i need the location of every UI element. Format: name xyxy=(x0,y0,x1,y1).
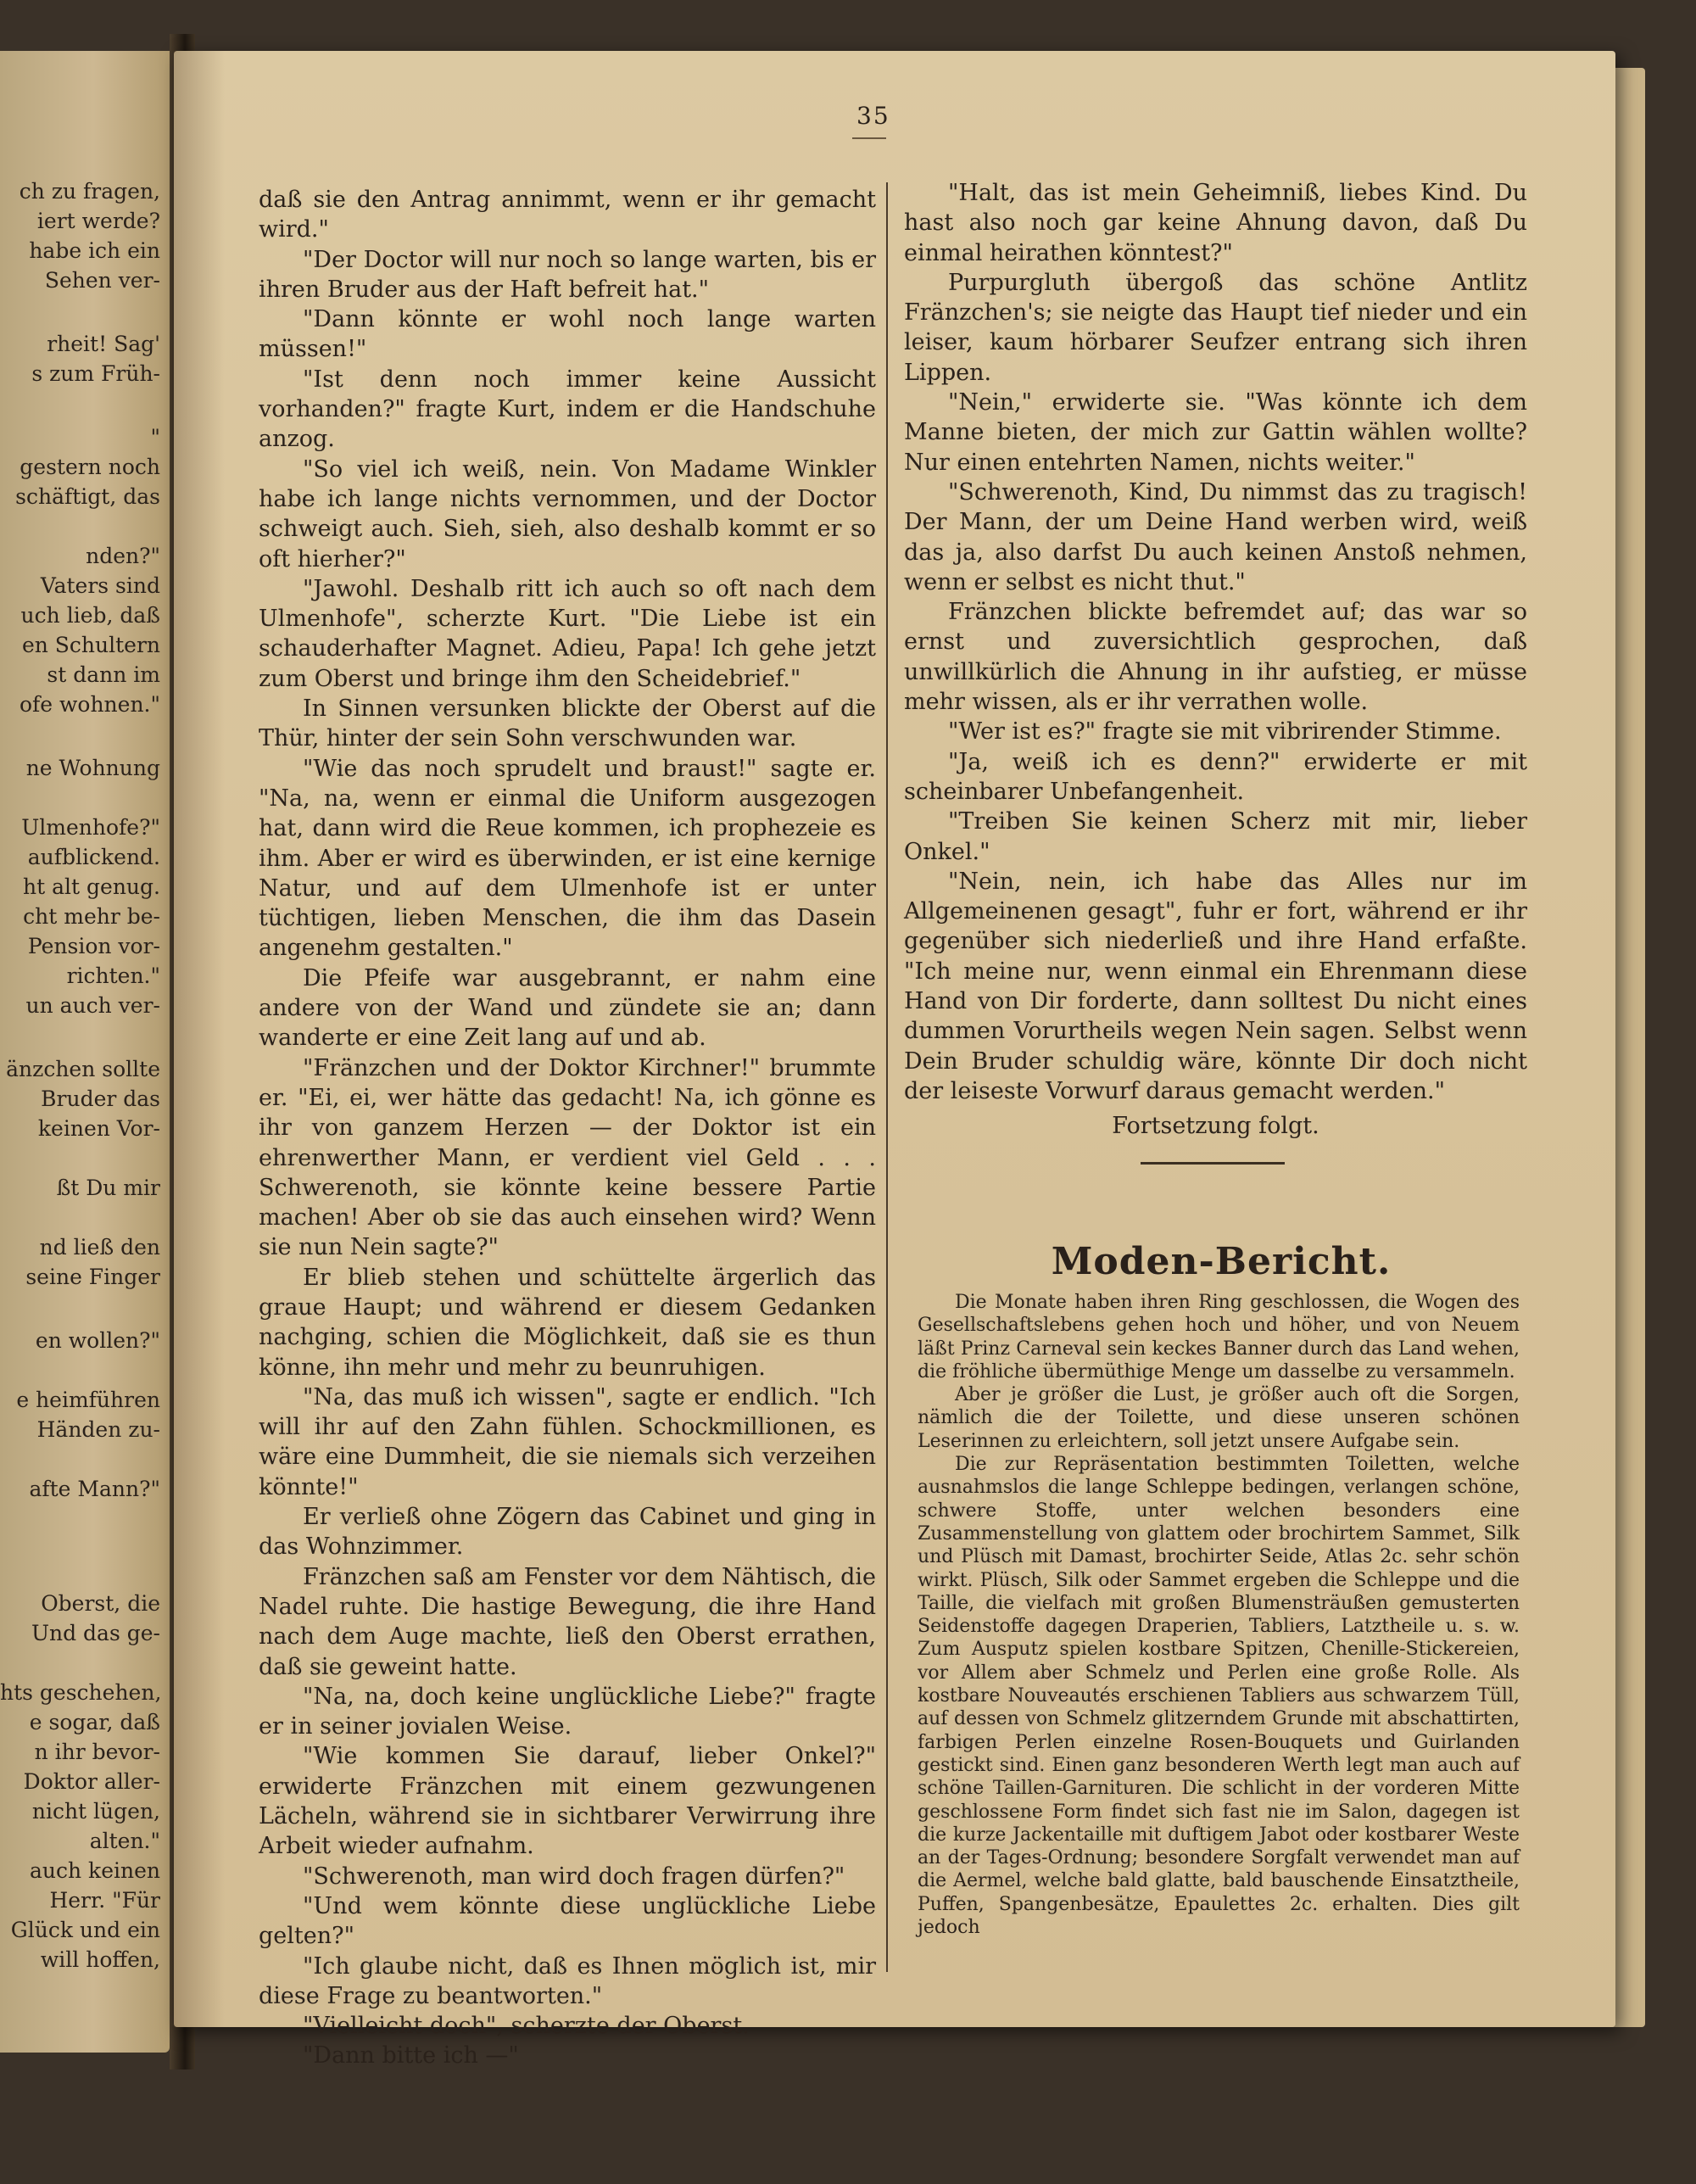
paragraph: "Wie das noch sprudelt und braust!" sagte er. "Na, na, wenn er einmal die Uniform ausgezogen hat, dann wird die Reue kommen, ich prophezeie es ihm. Aber er wird es überwinden, er ist eine kernige Natur, und auf dem Ulmenhofe ist er unter tüchtigen, lieben Menschen, die ihm das Dasein angenehm gestalten." xyxy=(259,755,876,962)
left-page-fragment: Ulmenhofe?" xyxy=(21,815,160,840)
paragraph: In Sinnen versunken blickte der Oberst auf die Thür, hinter der sein Sohn verschwunden war. xyxy=(259,695,876,752)
left-page-fragment: ch zu fragen, xyxy=(19,179,160,204)
left-page-fragment: seine Finger xyxy=(25,1265,160,1289)
paragraph: "Wie kommen Sie darauf, lieber Onkel?" erwiderte Fränzchen mit einem gezwungenen Lächeln, während sie in sichtbarer Verwirrung ihre Arbeit wieder aufnahm. xyxy=(259,1743,876,1860)
left-page-fragment: cht mehr be- xyxy=(23,904,160,929)
left-page-fragment: Sehen ver- xyxy=(44,268,160,293)
left-page-fragment: Händen zu- xyxy=(36,1417,160,1442)
left-page-fragment: rheit! Sag' xyxy=(47,332,160,356)
paragraph: "Ist denn noch immer keine Aussicht vorhanden?" fragte Kurt, indem er die Handschuhe anzog. xyxy=(259,366,876,453)
continuation-note: Fortsetzung folgt. xyxy=(1112,1113,1319,1140)
fashion-report xyxy=(918,1291,1520,1939)
paragraph: Die Monate haben ihren Ring geschlossen, die Wogen des Gesellschaftslebens gehen hoch und höher, und von Neuem läßt Prinz Carneval sein keckes Banner durch das Land wehen, die fröhliche übermüthige Menge um dasselbe zu versammeln. xyxy=(918,1292,1520,1382)
paragraph: "Fränzchen und der Doktor Kirchner!" brummte er. "Ei, ei, wer hätte das gedacht! Na, ich gönne es ihr von ganzem Herzen — der Doktor ist ein ehrenwerther Mann, er verdient viel Geld . . . Schwerenoth, sie könnte keine bessere Partie machen! Aber ob sie das auch einsehen wird? Wenn sie nun Nein sagte?" xyxy=(259,1054,876,1261)
left-page-fragment: Bruder das xyxy=(41,1086,160,1111)
paragraph: "Wer ist es?" fragte sie mit vibrirender Stimme. xyxy=(948,718,1502,746)
paragraph: Die Pfeife war ausgebrannt, er nahm eine andere von der Wand und zündete sie an; dann wanderte er eine Zeit lang auf und ab. xyxy=(259,964,876,1052)
story-column-left xyxy=(259,185,876,2071)
paragraph: "Treiben Sie keinen Scherz mit mir, lieber Onkel." xyxy=(904,808,1527,865)
paragraph: Er blieb stehen und schüttelte ärgerlich das graue Haupt; und während er diesem Gedanken nachging, schien die Möglichkeit, daß sie es thun könne, ihn mehr und mehr zu beunruhigen. xyxy=(259,1264,876,1381)
page-number: 35 xyxy=(856,102,890,130)
paragraph: "Ja, weiß ich es denn?" erwiderte er mit scheinbarer Unbefangenheit. xyxy=(904,748,1527,805)
left-page-fragment: s zum Früh- xyxy=(31,361,160,386)
left-page-fragment: ht alt genug. xyxy=(23,874,160,899)
left-page-fragment: gestern noch xyxy=(20,455,160,479)
left-page-fragment: n ihr bevor- xyxy=(34,1740,160,1764)
paragraph: "Dann bitte ich —" xyxy=(303,2042,519,2069)
paragraph: daß sie den Antrag annimmt, wenn er ihr gemacht wird." xyxy=(259,187,876,243)
left-page-fragment: afte Mann?" xyxy=(29,1477,160,1501)
left-page-fragment: will hoffen, xyxy=(40,1947,160,1972)
paragraph: "Dann könnte er wohl noch lange warten müssen!" xyxy=(259,306,876,363)
left-page-fragment: uch lieb, daß xyxy=(20,603,160,628)
paragraph: "Schwerenoth, man wird doch fragen dürfen?" xyxy=(303,1863,845,1890)
section-rule xyxy=(1141,1162,1285,1165)
paragraph: "Nein," erwiderte sie. "Was könnte ich dem Manne bieten, der mich zur Gattin wählen wollte? Nur einen entehrten Namen, nichts weiter." xyxy=(904,389,1527,476)
left-page-fragment: en wollen?" xyxy=(35,1328,160,1353)
left-page-fragment: Oberst, die xyxy=(41,1591,160,1616)
left-page-fragment: ßt Du mir xyxy=(56,1176,160,1200)
left-page-fragment: e sogar, daß xyxy=(29,1710,160,1734)
paragraph: Aber je größer die Lust, je größer auch oft die Sorgen, nämlich die der Toilette, und diese unseren schönen Leserinnen zu erleichtern, soll jetzt unsere Aufgabe sein. xyxy=(918,1384,1520,1452)
left-page-fragment: richten." xyxy=(66,964,160,988)
left-page-fragment: hts geschehen, xyxy=(0,1680,162,1705)
paragraph: Fränzchen saß am Fenster vor dem Nähtisch, die Nadel ruhte. Die hastige Bewegung, die ihre Hand nach dem Auge machte, ließ den Oberst errathen, daß sie geweint hatte. xyxy=(259,1563,876,1680)
left-page-fragment: un auch ver- xyxy=(25,993,160,1018)
paragraph: "Na, na, doch keine unglückliche Liebe?" fragte er in seiner jovialen Weise. xyxy=(259,1683,876,1740)
left-page-fragment: ne Wohnung xyxy=(25,756,160,780)
left-page-fragment: st dann im xyxy=(47,662,160,687)
page-number-rule xyxy=(852,137,886,139)
left-page-fragment: " xyxy=(150,425,160,450)
left-page-fragment: änzchen sollte xyxy=(6,1057,160,1081)
paragraph: "Und wem könnte diese unglückliche Liebe gelten?" xyxy=(259,1892,876,1950)
paragraph: "Schwerenoth, Kind, Du nimmst das zu tragisch! Der Mann, der um Deine Hand werben wird, weiß das ja, also darfst Du auch keinen Anstoß nehmen, wenn er selbst es nicht thut." xyxy=(904,478,1527,595)
left-page-fragment: Glück und ein xyxy=(10,1918,160,1942)
paragraph: "Halt, das ist mein Geheimniß, liebes Kind. Du hast also noch gar keine Ahnung davon, daß Du einmal heirathen könntest?" xyxy=(904,180,1527,266)
paragraph: Fränzchen blickte befremdet auf; das war so ernst und zuversichtlich gesprochen, daß unwillkürlich die Ahnung in ihr aufstieg, er müsse mehr wissen, als er ihr verrathen wolle. xyxy=(904,599,1527,716)
paragraph: "Nein, nein, ich habe das Alles nur im Allgemeinenen gesagt", fuhr er fort, während er ihr gegenüber sich niederließ und ihre Hand erfaßte. "Ich meine nur, wenn einmal ein Ehrenmann diese Hand von Dir forderte, dann solltest Du nicht eines dummen Vorurtheils wegen Nein sagen. Selbst wenn Dein Bruder schuldig wäre, könnte Dir doch nicht der leiseste Vorwurf daraus gemacht werden." xyxy=(904,868,1527,1104)
left-page-fragment: auch keinen xyxy=(30,1858,160,1883)
left-page-fragment: Doktor aller- xyxy=(23,1769,160,1794)
left-page-fragment: keinen Vor- xyxy=(37,1116,160,1141)
left-page-fragment: Und das ge- xyxy=(31,1621,160,1645)
left-page-fragment: e heimführen xyxy=(16,1388,160,1412)
paragraph: Purpurgluth übergoß das schöne Antlitz Fränzchen's; sie neigte das Haupt tief nieder und ein leiser, kaum hörbarer Seufzer entrang sich ihren Lippen. xyxy=(904,269,1527,386)
section-heading: Moden-Bericht. xyxy=(1051,1240,1392,1283)
left-page-fragment: nd ließ den xyxy=(39,1235,160,1260)
paragraph: "Na, das muß ich wissen", sagte er endlich. "Ich will ihr auf den Zahn fühlen. Schockmillionen, es wäre eine Dummheit, die sie niemals sich verzeihen könnte!" xyxy=(259,1383,876,1500)
paragraph: "Der Doctor will nur noch so lange warten, bis er ihren Bruder aus der Haft befreit hat." xyxy=(259,246,876,303)
left-page-fragment: Vaters sind xyxy=(40,573,160,598)
left-page-fragment: iert werde? xyxy=(36,209,160,233)
left-page-fragment: schäftigt, das xyxy=(15,484,160,509)
left-page-fragment: nden?" xyxy=(86,544,160,568)
left-page-fragment: aufblickend. xyxy=(27,845,160,869)
paragraph: "So viel ich weiß, nein. Von Madame Winkler habe ich lange nichts vernommen, und der Doctor schweigt auch. Sieh, sieh, also deshalb kommt er so oft hierher?" xyxy=(259,455,876,573)
paragraph: Er verließ ohne Zögern das Cabinet und ging in das Wohnzimmer. xyxy=(259,1504,876,1561)
left-page-fragment: habe ich ein xyxy=(29,238,160,263)
column-divider xyxy=(886,182,888,1972)
left-page-fragment: nicht lügen, xyxy=(31,1799,160,1824)
left-page-fragment: en Schultern xyxy=(21,633,160,657)
paragraph: "Vielleicht doch", scherzte der Oberst. xyxy=(303,2013,750,2040)
left-page-fragment: Herr. "Für xyxy=(49,1888,160,1913)
left-page-fragment: Pension vor- xyxy=(27,934,160,958)
left-page-fragment: ofe wohnen." xyxy=(19,692,160,717)
paragraph: "Ich glaube nicht, daß es Ihnen möglich ist, mir diese Frage zu beantworten." xyxy=(259,1952,876,2009)
left-page-fragment: alten." xyxy=(89,1829,160,1853)
paragraph: Die zur Repräsentation bestimmten Toiletten, welche ausnahmslos die lange Schleppe bedingen, verlangen schöne, schwere Stoffe, unter welchen besonders eine Zusammenstellung von glattem oder brochirtem Sammet, Silk und Plüsch mit Damast, brochirter Seide, Atlas 2c. sehr schön wirkt. Plüsch, Silk oder Sammet ergeben die Schleppe und die Taille, die vielfach mit großen Blumensträußen gemusterten Seidenstoffe dagegen Draperien, Tabliers, Latztheile u. s. w. Zum Ausputz spielen kostbare Spitzen, Chenille-Stickereien, vor Allem aber Schmelz und Perlen eine große Rolle. Als kostbare Nouveautés erschienen Tabliers aus schwarzem Tüll, auf dessen von Schmelz glitzerndem Grunde mit abschattirten, farbigen Perlen einzelne Rosen-Bouquets und Guirlanden gestickt sind. Einen ganz besonderen Werth legt man auch auf schöne Taillen-Garnituren. Die schlicht in der vorderen Mitte geschlossene Form findet sich fast nie im Salon, dagegen ist die kurze Jackentaille mit duftigem Jabot oder kostbarer Weste an der Tages-Ordnung; besondere Sorgfalt verwendet man auf die Aermel, welche bald glatte, bald bauschende Einsatztheile, Puffen, Spangenbesätze, Epaulettes 2c. erhalten. Dies gilt jedoch xyxy=(918,1454,1520,1939)
story-column-right xyxy=(904,178,1527,1142)
paragraph: "Jawohl. Deshalb ritt ich auch so oft nach dem Ulmenhofe", scherzte Kurt. "Die Liebe ist ein schauderhafter Magnet. Adieu, Papa! Ich gehe jetzt zum Oberst und bringe ihm den Scheidebrief." xyxy=(259,575,876,692)
